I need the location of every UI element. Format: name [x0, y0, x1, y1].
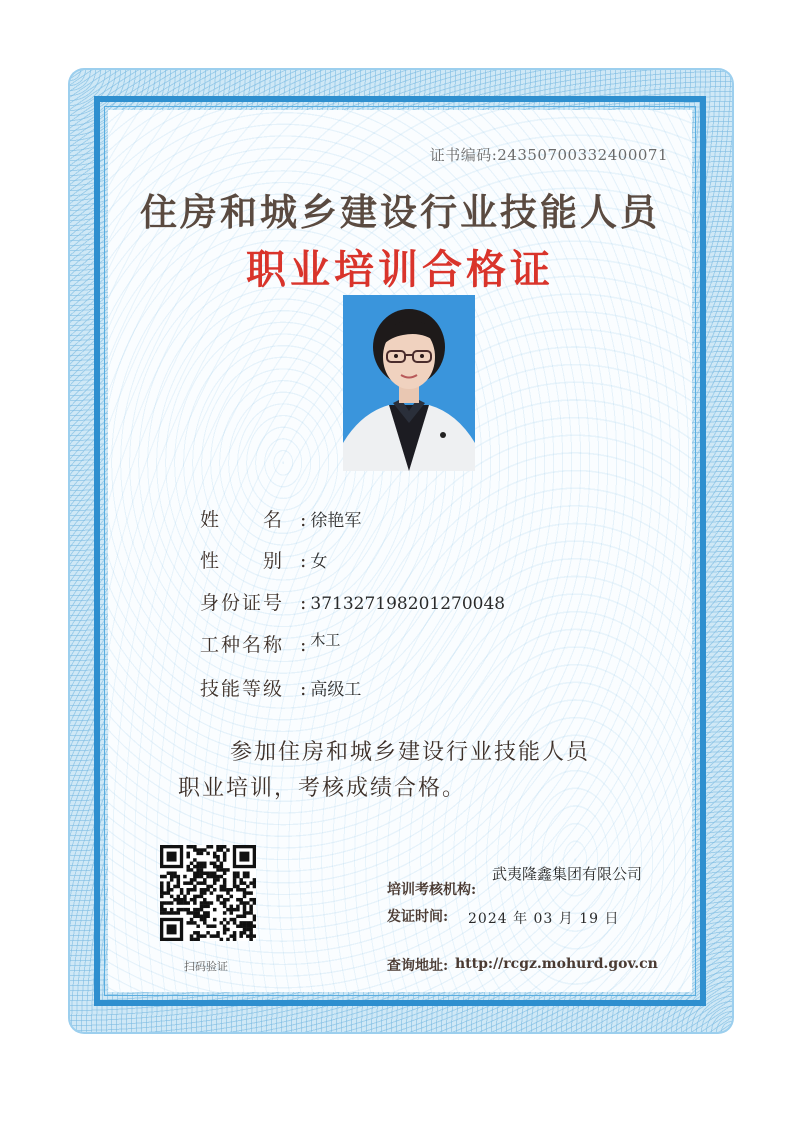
field-skill-level-value: 高级工: [310, 680, 362, 700]
field-gender: [200, 546, 327, 573]
field-id-number-label: 身份证号: [200, 592, 285, 614]
field-skill-level-label: 技能等级: [200, 678, 285, 700]
field-colon: :: [300, 550, 307, 572]
field-gender-value: 女: [310, 552, 328, 572]
issuing-organization-label: 培训考核机构:: [387, 882, 477, 898]
qr-caption: 扫码验证: [184, 960, 228, 973]
query-address-link[interactable]: http://rcgz.mohurd.gov.cn: [455, 956, 658, 972]
issuing-organization-name: 武夷隆鑫集团有限公司: [492, 865, 643, 883]
certificate-number: [430, 144, 668, 165]
field-trade-value: 木工: [310, 631, 341, 649]
field-colon: :: [300, 592, 307, 614]
issue-date-value: 2024 年 03 月 19 日: [468, 911, 620, 927]
holder-portrait-photo: [343, 295, 475, 471]
issue-date-label: 发证时间:: [387, 909, 449, 925]
certificate-title-line2: 职业培训合格证: [246, 246, 554, 293]
qr-code-pattern: [160, 845, 256, 941]
field-skill-level: [200, 674, 361, 701]
verification-qr-code[interactable]: [160, 845, 256, 941]
field-name-label: 姓 名: [200, 509, 285, 531]
field-gender-label: 性 别: [200, 550, 285, 572]
field-colon: :: [300, 509, 307, 531]
field-trade-label: 工种名称: [200, 634, 285, 656]
field-colon: :: [300, 634, 307, 656]
field-id-number-value: 371327198201270048: [310, 594, 506, 614]
query-address-label: 查询地址:: [387, 958, 449, 974]
certificate-number-label: 证书编码:: [429, 146, 498, 164]
qualification-statement: [178, 735, 648, 807]
portrait-illustration: [343, 295, 475, 471]
statement-line2: 职业培训，考核成绩合格。: [178, 776, 467, 801]
field-id-number: [200, 588, 505, 615]
field-colon: :: [300, 678, 307, 700]
field-name: [200, 505, 361, 532]
statement-line1: 参加住房和城乡建设行业技能人员: [230, 740, 591, 765]
certificate-title-line1: 住房和城乡建设行业技能人员: [140, 190, 660, 234]
field-trade: [200, 630, 340, 657]
certificate-number-value: 24350700332400071: [497, 146, 668, 164]
field-name-value: 徐艳军: [310, 511, 362, 531]
